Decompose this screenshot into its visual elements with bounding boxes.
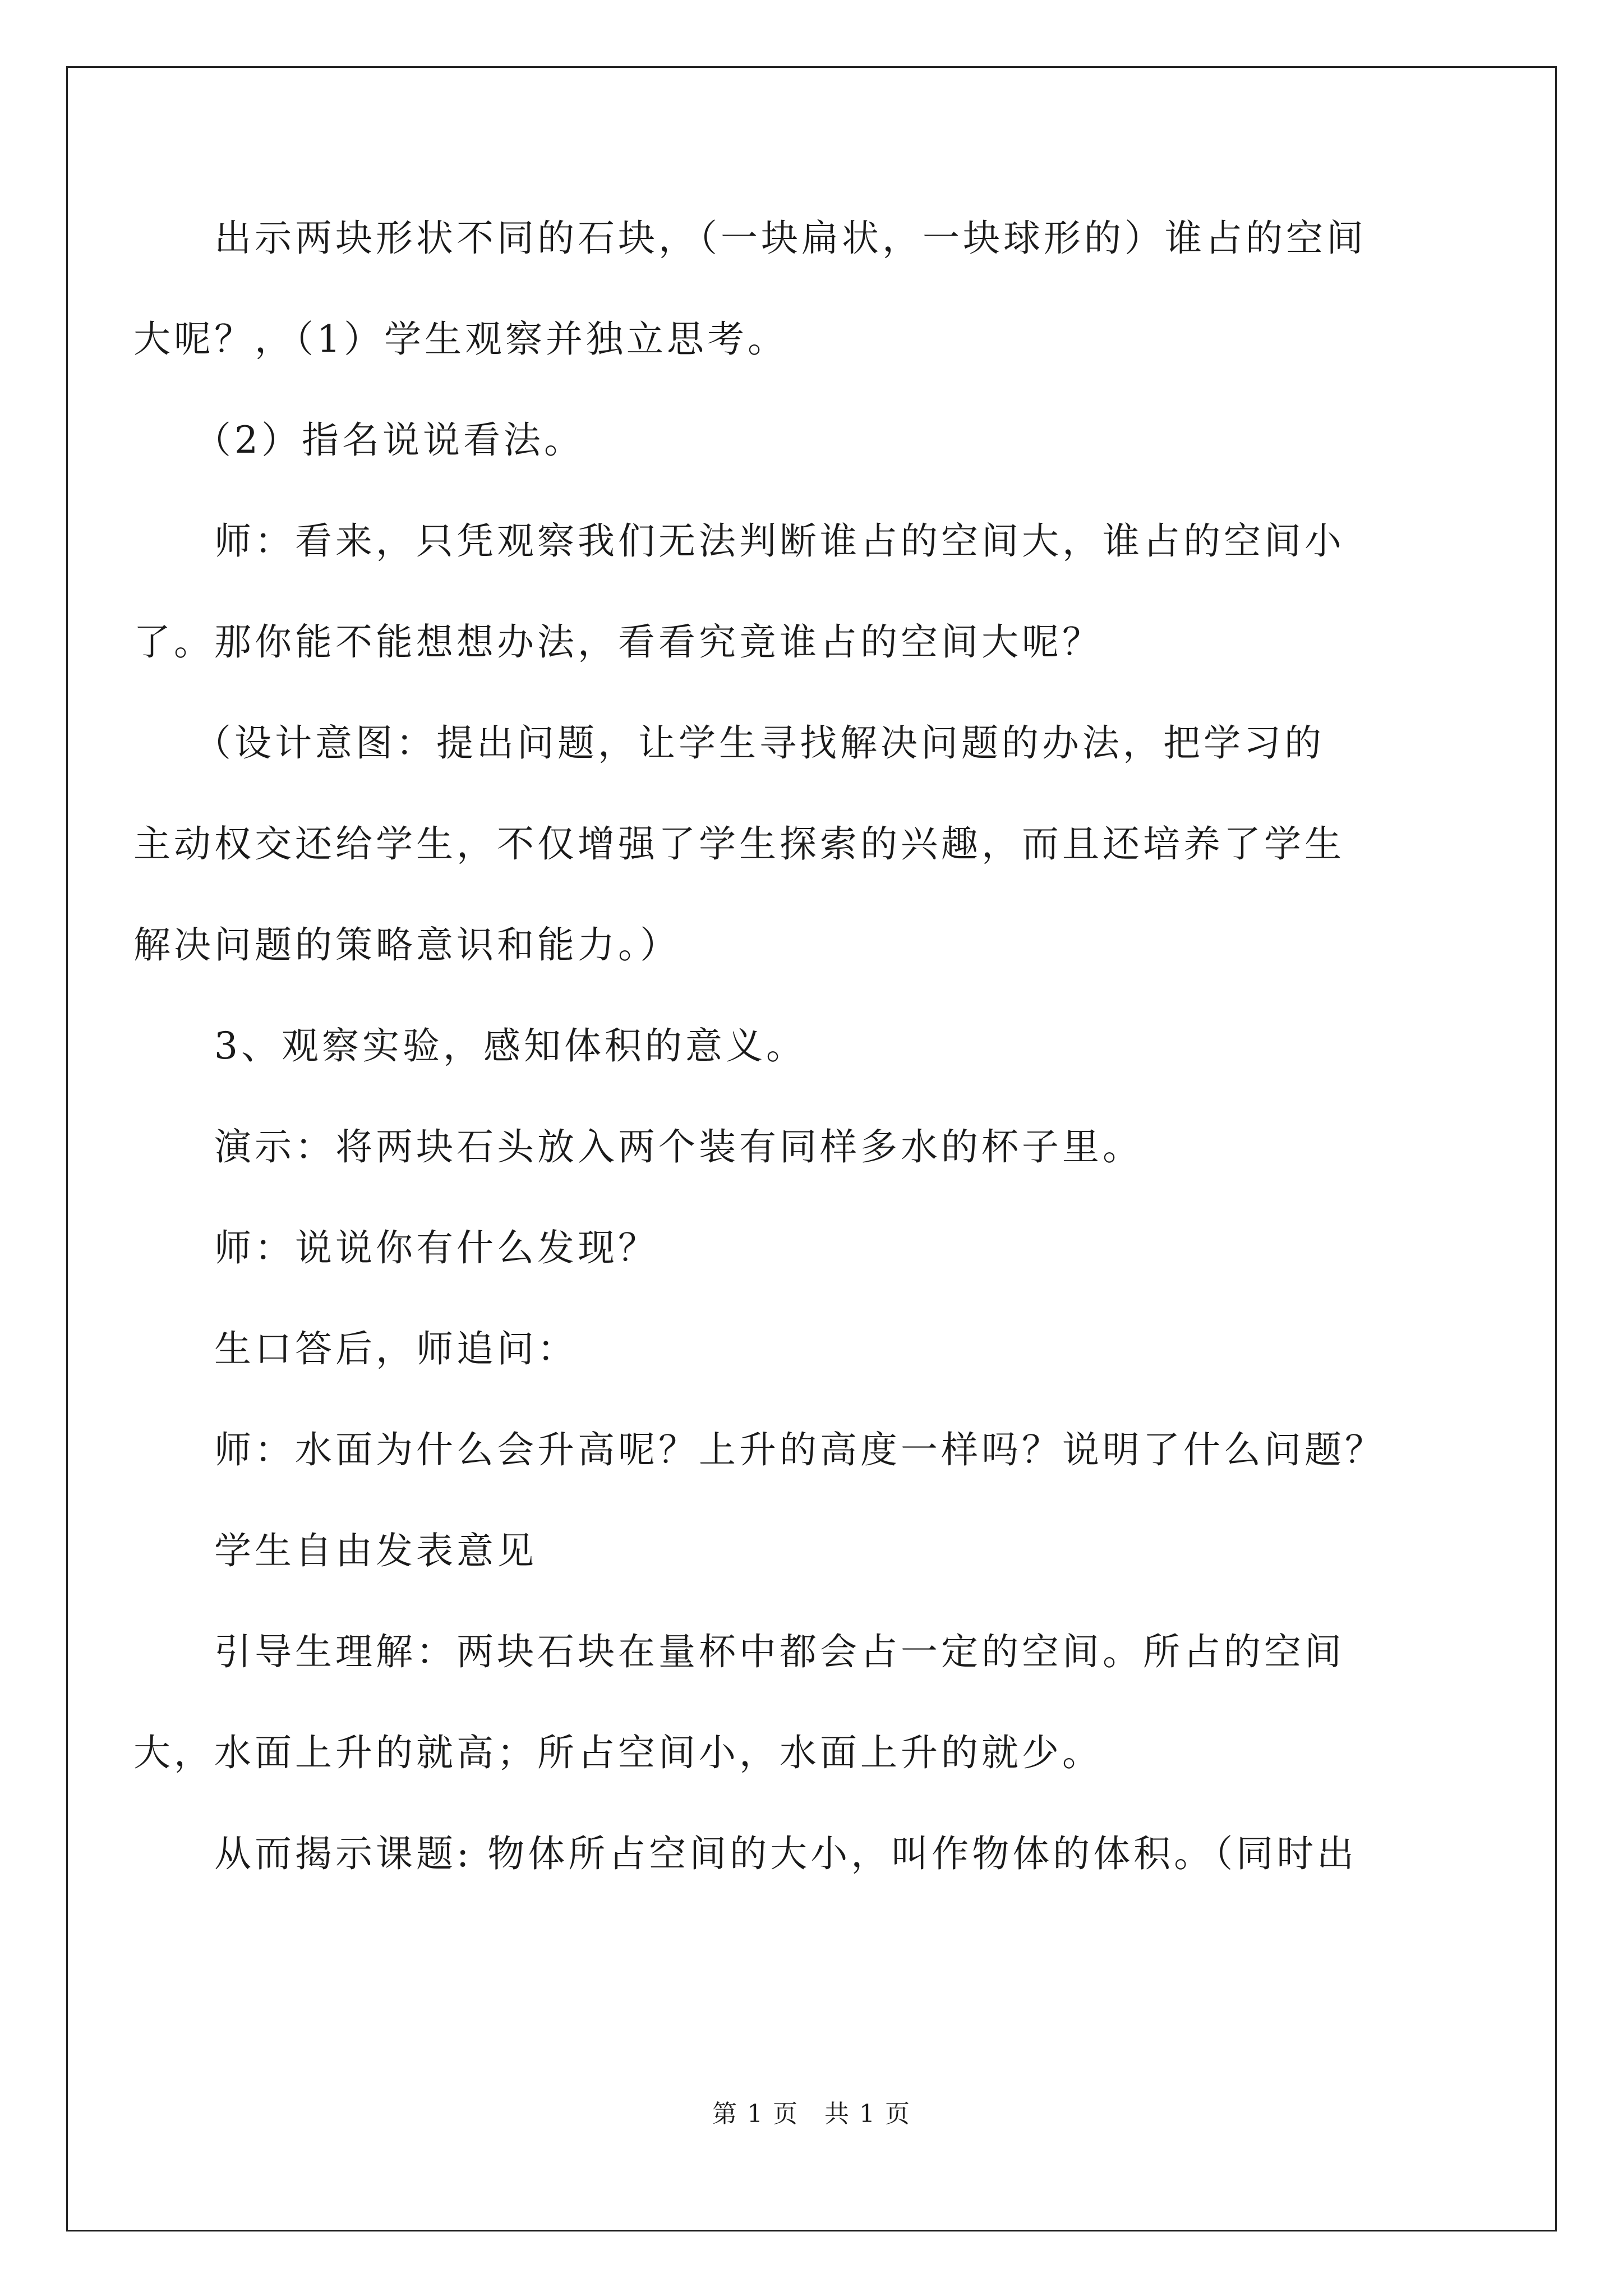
text-line: 师：看来，只凭观察我们无法判断谁占的空间大，谁占的空间小 (214, 519, 1345, 563)
text-line: （2）指名说说看法。 (194, 418, 584, 462)
text-line: 3、观察实验，感知体积的意义。 (214, 1024, 806, 1068)
document-body (133, 213, 1491, 1930)
text-line: 生口答后，师追问： (214, 1327, 578, 1370)
paragraph-2 (133, 415, 1491, 466)
text-line: 师：水面为什么会升高呢？上升的高度一样吗？说明了什么问题？ (214, 1428, 1385, 1471)
text-line: 从而揭示课题: 物体所占空间的大小，叫作物体的体积。（同时出 (214, 1832, 1358, 1875)
page-number-footer: 第 1 页 共 1 页 (712, 2100, 911, 2128)
text-line: （设计意图：提出问题，让学生寻找解决问题的办法，把学习的 (194, 721, 1325, 765)
text-line: 大，水面上升的就高；所占空间小，水面上升的就少。 (133, 1731, 1103, 1774)
paragraph-12 (133, 1829, 1491, 1879)
paragraph-10 (133, 1526, 1491, 1576)
text-line: 主动权交还给学生，不仅增强了学生探索的兴趣，而且还培养了学生 (133, 822, 1345, 866)
text-line: 了。那你能不能想想办法，看看究竟谁占的空间大呢？ (133, 620, 1103, 664)
paragraph-3 (133, 516, 1491, 668)
paragraph-1 (133, 213, 1491, 365)
text-line: 解决问题的策略意识和能力。） (133, 923, 680, 967)
text-line: 引导生理解：两块石块在量杯中都会占一定的空间。所占的空间 (214, 1630, 1345, 1673)
paragraph-9 (133, 1425, 1491, 1475)
paragraph-6 (133, 1122, 1491, 1172)
paragraph-11 (133, 1627, 1491, 1778)
paragraph-7 (133, 1223, 1491, 1273)
text-line: 演示：将两块石头放入两个装有同样多水的杯子里。 (214, 1125, 1143, 1168)
paragraph-8 (133, 1324, 1491, 1374)
text-line: 大呢？，（1）学生观察并独立思考。 (133, 318, 788, 361)
paragraph-5 (133, 1021, 1491, 1071)
text-line: 出示两块形状不同的石块，（一块扁状，一块球形的）谁占的空间 (214, 217, 1367, 260)
text-line: 师：说说你有什么发现？ (214, 1226, 658, 1269)
paragraph-4 (133, 718, 1491, 970)
text-line: 学生自由发表意见 (214, 1529, 537, 1572)
